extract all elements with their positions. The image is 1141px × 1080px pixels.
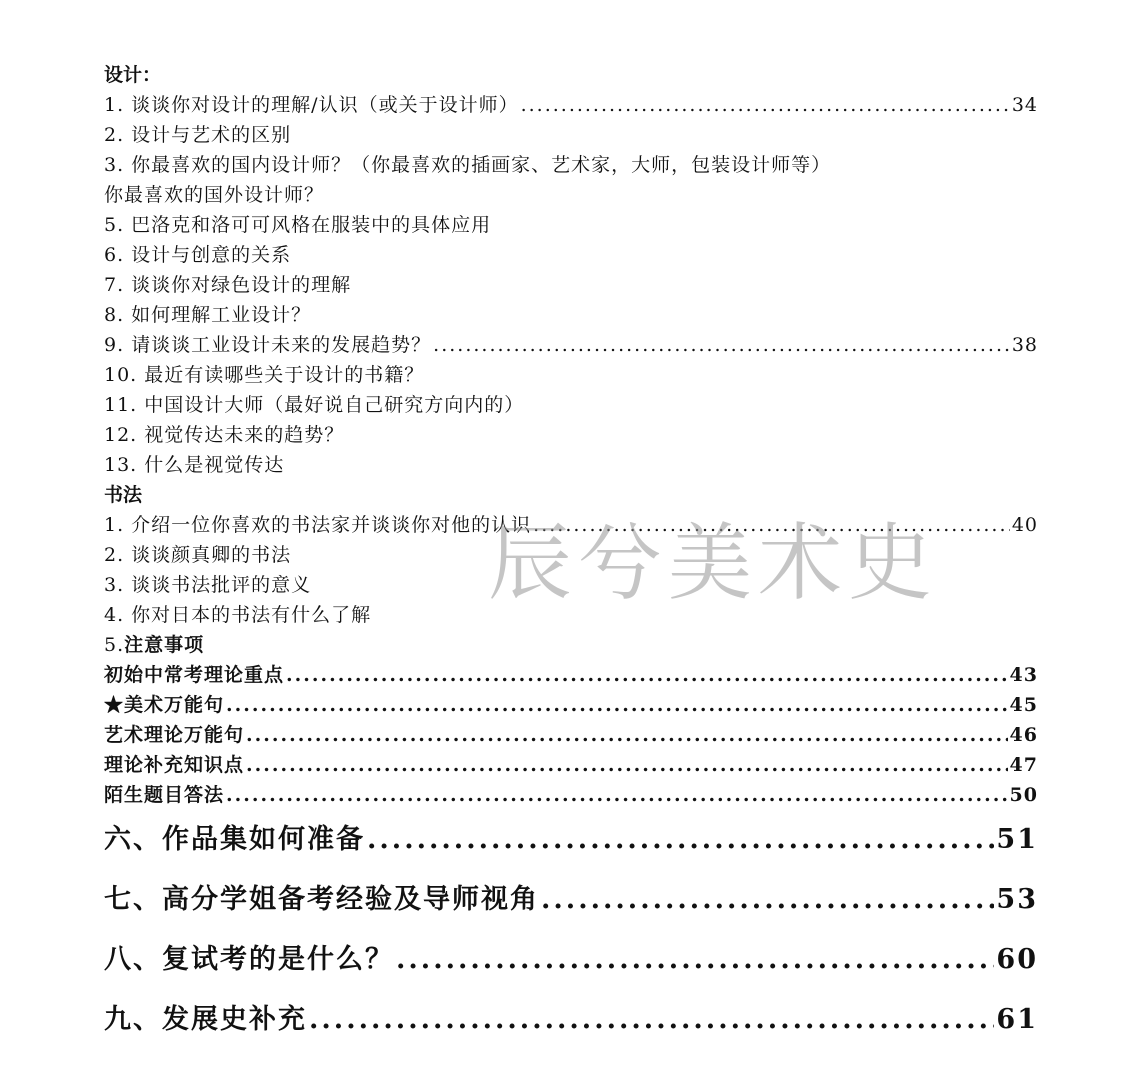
toc-entry-title: 4. 你对日本的书法有什么了解 [104,604,372,626]
toc-entry[interactable] [104,660,1038,690]
toc-entry-title: 理论补充知识点 [104,754,245,776]
toc-entry [104,270,1038,300]
toc-entry-title: 13. 什么是视觉传达 [104,454,285,476]
toc-entry-title: 陌生题目答法 [104,784,225,806]
toc-dot-leader [433,330,1010,360]
toc-chapter-title: 九、发展史补充 [104,1004,307,1035]
toc-entry-title: 艺术理论万能句 [104,724,245,746]
toc-entry-title: 初始中常考理论重点 [104,664,285,686]
toc-page-number: 60 [996,944,1038,975]
toc-entry-number: 5. [104,634,125,656]
toc-dot-leader [367,810,994,870]
toc-dot-leader [396,930,994,990]
toc-entry [104,360,1038,390]
toc-entry [104,210,1038,240]
toc-entry [104,570,1038,600]
toc-entry[interactable] [104,690,1038,720]
toc-entry-title: 3. 谈谈书法批评的意义 [104,574,312,596]
toc-entry-title: 3. 你最喜欢的国内设计师？（你最喜欢的插画家、艺术家，大师，包装设计师等） [104,154,832,176]
toc-entry-title: ★美术万能句 [104,694,225,716]
toc-entry-title: 11. 中国设计大师（最好说自己研究方向内的） [104,394,525,416]
toc-entry[interactable] [104,90,1038,120]
toc-chapter[interactable] [104,870,1038,930]
toc-chapter[interactable] [104,810,1038,870]
toc-chapter-title: 六、作品集如何准备 [104,824,365,855]
toc-page-number: 50 [1009,784,1038,806]
toc-entry[interactable] [104,510,1038,540]
toc-dot-leader [246,720,1008,750]
toc-entry [104,540,1038,570]
watermark-text: 辰兮美术史 [488,514,939,612]
toc-entry [104,420,1038,450]
toc-entry [104,630,1038,660]
toc-entry-title: 6. 设计与创意的关系 [104,244,292,266]
toc-page-number: 38 [1011,334,1038,356]
toc-page-number: 51 [996,824,1038,855]
section-heading-calligraphy: 书法 [104,484,143,506]
toc-entry-title: 2. 设计与艺术的区别 [104,124,292,146]
toc-entry [104,240,1038,270]
toc-dot-leader [533,510,1010,540]
toc-entry [104,390,1038,420]
toc-page-number: 45 [1009,694,1038,716]
toc-entry-title: 1. 介绍一位你喜欢的书法家并谈谈你对他的认识 [104,514,532,536]
toc-dot-leader [226,690,1008,720]
toc-entry-title: 9. 请谈谈工业设计未来的发展趋势？ [104,334,432,356]
toc-page-number: 47 [1009,754,1038,776]
toc-chapter[interactable] [104,930,1038,990]
toc-entry[interactable] [104,720,1038,750]
toc-entry-title: 你最喜欢的国外设计师？ [104,184,325,206]
toc-entry-title: 2. 谈谈颜真卿的书法 [104,544,292,566]
toc-page-number: 40 [1011,514,1038,536]
toc-dot-leader [246,750,1008,780]
toc-dot-leader [309,990,994,1050]
toc-entry-title: 5. 巴洛克和洛可可风格在服装中的具体应用 [104,214,492,236]
toc-entry-title: 8. 如何理解工业设计？ [104,304,312,326]
toc-dot-leader [541,870,994,930]
toc-entry-title: 1. 谈谈你对设计的理解/认识（或关于设计师） [104,94,519,116]
toc-chapter-title: 七、高分学姐备考经验及导师视角 [104,884,539,915]
table-of-contents [104,60,1038,1050]
toc-dot-leader [521,90,1010,120]
toc-dot-leader [226,780,1008,810]
toc-entry [104,300,1038,330]
toc-page-number: 61 [996,1004,1038,1035]
toc-entry [104,120,1038,150]
toc-page-number: 43 [1009,664,1038,686]
toc-entry [104,180,1038,210]
toc-entry [104,150,1038,180]
toc-page-number: 53 [996,884,1038,915]
toc-chapter-title: 八、复试考的是什么？ [104,944,394,975]
toc-entry[interactable] [104,780,1038,810]
toc-chapter[interactable] [104,990,1038,1050]
toc-entry-title: 7. 谈谈你对绿色设计的理解 [104,274,352,296]
section-heading-design: 设计： [104,64,162,86]
toc-entry-title: 10. 最近有读哪些关于设计的书籍？ [104,364,425,386]
toc-entry[interactable] [104,750,1038,780]
toc-dot-leader [286,660,1008,690]
toc-entry-title: 12. 视觉传达未来的趋势？ [104,424,345,446]
toc-entry [104,450,1038,480]
toc-entry-title: 注意事项 [124,634,205,656]
toc-page-number: 34 [1011,94,1038,116]
toc-entry[interactable] [104,330,1038,360]
toc-entry [104,600,1038,630]
toc-page-number: 46 [1009,724,1038,746]
